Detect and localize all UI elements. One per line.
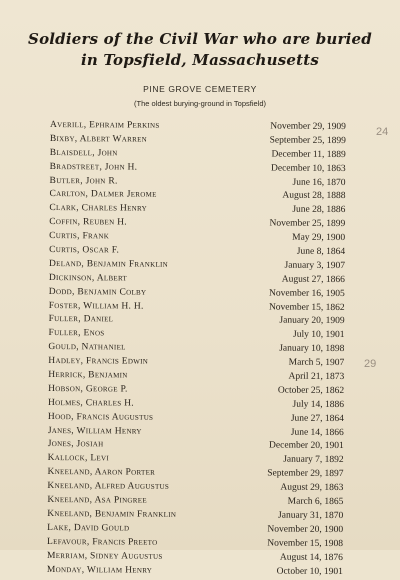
burial-date: November 25, 1899 bbox=[269, 218, 346, 230]
soldier-name: Kneeland, Asa Pingree bbox=[47, 495, 147, 506]
burial-date: November 29, 1909 bbox=[270, 121, 346, 133]
soldier-name: Foster, William H. H. bbox=[48, 300, 144, 312]
soldier-name: Kneeland, Alfred Augustus bbox=[47, 481, 170, 492]
burial-date: July 14, 1886 bbox=[292, 399, 345, 410]
margin-note-middle: 29 bbox=[364, 358, 377, 370]
burial-date: August 29, 1863 bbox=[280, 482, 344, 494]
burial-date: October 10, 1901 bbox=[276, 566, 343, 577]
burial-date: September 25, 1899 bbox=[269, 135, 346, 146]
soldier-name: Hobson, George P. bbox=[48, 383, 128, 395]
page-title-line-2: in Topsfield, Massachusetts bbox=[80, 51, 320, 69]
cemetery-heading: PINE GROVE CEMETERY bbox=[143, 84, 257, 94]
soldier-name: Fuller, Enos bbox=[48, 328, 105, 339]
burial-date: March 6, 1865 bbox=[287, 496, 344, 508]
soldier-name: Janes, William Henry bbox=[47, 425, 142, 437]
burial-date: January 10, 1898 bbox=[279, 343, 345, 355]
burial-date: June 16, 1870 bbox=[292, 177, 346, 188]
soldier-name: Butler, John R. bbox=[49, 175, 118, 187]
soldier-name: Coffin, Reuben H. bbox=[49, 217, 128, 228]
soldier-name: Hood, Francis Augustus bbox=[47, 411, 154, 423]
burial-date: January 31, 1870 bbox=[278, 510, 344, 521]
burial-date: July 10, 1901 bbox=[293, 330, 345, 341]
soldier-name: Curtis, Oscar F. bbox=[49, 245, 120, 256]
burial-date: December 10, 1863 bbox=[270, 163, 346, 174]
soldier-name: Kneeland, Aaron Porter bbox=[47, 467, 156, 479]
burial-date: November 20, 1900 bbox=[267, 524, 344, 535]
soldier-name: Deland, Benjamin Franklin bbox=[48, 258, 169, 270]
burial-date: October 25, 1862 bbox=[277, 385, 345, 396]
burial-date: November 15, 1862 bbox=[268, 302, 345, 313]
burial-date: June 8, 1864 bbox=[296, 246, 346, 258]
burial-date: January 7, 1892 bbox=[283, 455, 344, 466]
margin-note-top: 24 bbox=[376, 126, 389, 138]
soldier-name: Jones, Josiah bbox=[47, 439, 104, 450]
soldier-name: Kallock, Levi bbox=[47, 453, 110, 464]
soldier-name: Dodd, Benjamin Colby bbox=[48, 286, 147, 298]
soldier-name: Gould, Nathaniel bbox=[48, 342, 126, 353]
burial-date: March 5, 1907 bbox=[288, 357, 345, 369]
soldier-name: Lake, David Gould bbox=[47, 522, 130, 534]
burial-date: June 27, 1864 bbox=[290, 413, 344, 424]
soldier-name: Bradstreet, John H. bbox=[49, 161, 138, 173]
soldier-list bbox=[47, 120, 350, 580]
soldier-name: Carlton, Dalmer Jerome bbox=[49, 189, 157, 201]
burial-date: January 3, 1907 bbox=[284, 260, 346, 271]
burial-date: May 29, 1900 bbox=[292, 232, 346, 244]
list-item bbox=[47, 564, 347, 580]
soldier-name: Clark, Charles Henry bbox=[49, 203, 148, 215]
burial-date: December 11, 1889 bbox=[271, 149, 346, 160]
burial-date: June 14, 1866 bbox=[290, 427, 344, 438]
soldier-name: Lefavour, Francis Preeto bbox=[47, 536, 158, 548]
burial-date: January 20, 1909 bbox=[279, 316, 345, 327]
burial-date: August 14, 1876 bbox=[279, 552, 343, 563]
soldier-name: Bixby, Albert Warren bbox=[49, 133, 148, 145]
burial-date: June 28, 1886 bbox=[292, 205, 346, 216]
soldier-name: Monday, William Henry bbox=[46, 564, 153, 576]
soldier-name: Kneeland, Benjamin Franklin bbox=[47, 508, 177, 520]
burial-date: April 21, 1873 bbox=[288, 371, 345, 383]
soldier-name: Dickinson, Albert bbox=[48, 272, 128, 284]
soldier-name: Hadley, Francis Edwin bbox=[48, 356, 149, 367]
soldier-name: Curtis, Frank bbox=[49, 231, 110, 242]
burial-date: August 28, 1888 bbox=[282, 191, 346, 202]
burial-date: August 27, 1866 bbox=[281, 274, 345, 285]
soldier-name: Holmes, Charles H. bbox=[47, 397, 134, 409]
burial-date: November 15, 1908 bbox=[267, 538, 344, 549]
burial-date: December 20, 1901 bbox=[269, 441, 344, 452]
soldier-name: Herrick, Benjamin bbox=[48, 370, 128, 381]
soldier-name: Blaisdell, John bbox=[49, 147, 118, 159]
page-title-line-1: Soldiers of the Civil War who are buried bbox=[28, 30, 372, 48]
soldier-name: Merriam, Sidney Augustus bbox=[46, 550, 163, 562]
burial-date: September 29, 1897 bbox=[267, 468, 344, 480]
soldier-name: Averill, Ephraim Perkins bbox=[49, 120, 160, 131]
cemetery-subtitle: (The oldest burying-ground in Topsfield) bbox=[133, 99, 267, 108]
burial-date: November 16, 1905 bbox=[269, 288, 345, 299]
soldier-name: Fuller, Daniel bbox=[48, 314, 114, 325]
